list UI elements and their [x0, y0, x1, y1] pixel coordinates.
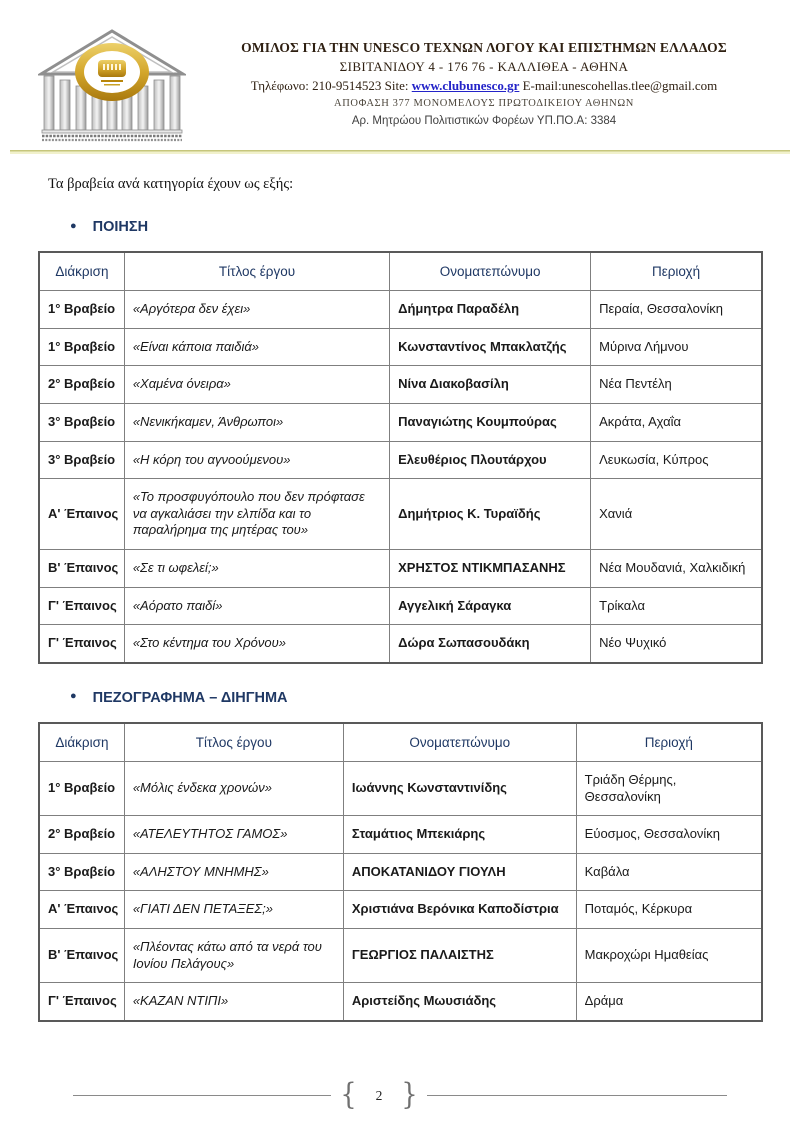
cell-full-name: Ιωάννης Κωνσταντινίδης — [343, 761, 576, 815]
cell-work-title: «Αργότερα δεν έχει» — [124, 291, 389, 329]
footer-rule-right — [427, 1095, 727, 1096]
table-row — [39, 625, 762, 663]
table-row — [39, 328, 762, 366]
bullet-icon: ● — [70, 219, 77, 232]
cell-distinction: 1° Βραβείο — [39, 761, 124, 815]
cell-distinction: Α' Έπαινος — [39, 479, 124, 550]
cell-region: Νέα Μουδανιά, Χαλκιδική — [591, 550, 762, 588]
cell-work-title: «Είναι κάποια παιδιά» — [124, 328, 389, 366]
cell-work-title: «Νενικήκαμεν, Άνθρωποι» — [124, 403, 389, 441]
table-row — [39, 403, 762, 441]
letterhead-text — [200, 28, 768, 130]
intro-text: Τα βραβεία ανά κατηγορία έχουν ως εξής: — [48, 176, 294, 192]
cell-distinction: Α' Έπαινος — [39, 891, 124, 929]
awards-table — [38, 251, 763, 664]
cell-region: Μύρινα Λήμνου — [591, 328, 762, 366]
cell-distinction: Β' Έπαινος — [39, 929, 124, 983]
website-link[interactable]: www.clubunesco.gr — [411, 78, 520, 94]
column-header: Τίτλος έργου — [124, 252, 389, 291]
table-row — [39, 929, 762, 983]
table-row — [39, 291, 762, 329]
court-decision-line: ΑΠΟΦΑΣΗ 377 ΜΟΝΟΜΕΛΟΥΣ ΠΡΩΤΟΔΙΚΕΙΟΥ ΑΘΗΝΩΝ — [334, 97, 634, 109]
awards-table — [38, 722, 763, 1022]
cell-work-title: «Η κόρη του αγνοούμενου» — [124, 441, 389, 479]
cell-distinction: 2° Βραβείο — [39, 816, 124, 854]
cell-distinction: 1° Βραβείο — [39, 328, 124, 366]
award-sections — [38, 219, 763, 1022]
registry-number-line: Αρ. Μητρώου Πολιτιστικών Φορέων ΥΠ.ΠΟ.Α: 3384 — [351, 114, 617, 127]
section-title: ΠΟΙΗΣΗ — [92, 219, 149, 235]
unesco-club-logo — [38, 28, 186, 142]
cell-full-name: Αριστείδης Μωυσιάδης — [343, 983, 576, 1021]
cell-region: Τριάδη Θέρμης, Θεσσαλονίκη — [576, 761, 762, 815]
cell-distinction: 3° Βραβείο — [39, 441, 124, 479]
page-number: 2 — [375, 1088, 383, 1103]
cell-region: Νέα Πεντέλη — [591, 366, 762, 404]
phone-site-label: Τηλέφωνο: 210-9514523 Site: — [250, 78, 412, 94]
table-row — [39, 853, 762, 891]
cell-full-name: Παναγιώτης Κουμπούρας — [390, 403, 591, 441]
column-header: Περιοχή — [576, 723, 762, 762]
cell-work-title: «Μόλις ένδεκα χρονών» — [124, 761, 343, 815]
cell-work-title: «ΑΛΗΣΤΟΥ ΜΝΗΜΗΣ» — [124, 853, 343, 891]
cell-region: Λευκωσία, Κύπρος — [591, 441, 762, 479]
cell-full-name: Αγγελική Σάραγκα — [390, 587, 591, 625]
cell-work-title: «ΑΤΕΛΕΥΤΗΤΟΣ ΓΑΜΟΣ» — [124, 816, 343, 854]
section-heading — [70, 219, 763, 235]
table-row — [39, 441, 762, 479]
organization-name: ΟΜΙΛΟΣ ΓΙΑ ΤΗΝ UNESCO ΤΕΧΝΩΝ ΛΟΓΟΥ ΚΑΙ ΕΠΙΣΤΗΜΩΝ ΕΛΛΑΔΟΣ — [241, 40, 727, 55]
cell-distinction: Γ' Έπαινος — [39, 983, 124, 1021]
page-footer: { 2 } — [0, 1087, 800, 1103]
cell-distinction: 1° Βραβείο — [39, 291, 124, 329]
cell-work-title: «Στο κέντημα του Χρόνου» — [124, 625, 389, 663]
organization-address: ΣΙΒΙΤΑΝΙΔΟΥ 4 - 176 76 - ΚΑΛΛΙΘΕΑ - ΑΘΗΝΑ — [339, 58, 629, 74]
cell-distinction: Β' Έπαινος — [39, 550, 124, 588]
table-row — [39, 366, 762, 404]
header-row — [39, 723, 762, 762]
header-divider — [10, 150, 790, 154]
column-header: Διάκριση — [39, 723, 124, 762]
cell-distinction: Γ' Έπαινος — [39, 587, 124, 625]
cell-work-title: «ΚΑΖΑΝ ΝΤΙΠΙ» — [124, 983, 343, 1021]
cell-region: Ποταμός, Κέρκυρα — [576, 891, 762, 929]
table-row — [39, 891, 762, 929]
cell-full-name: ΑΠΟΚΑΤΑΝΙΔΟΥ ΓΙΟΥΛΗ — [343, 853, 576, 891]
table-row — [39, 479, 762, 550]
cell-full-name: Σταμάτιος Μπεκιάρης — [343, 816, 576, 854]
cell-work-title: «Πλέοντας κάτω από τα νερά του Ιονίου Πελάγους» — [124, 929, 343, 983]
cell-region: Νέο Ψυχικό — [591, 625, 762, 663]
cell-region: Εύοσμος, Θεσσαλονίκη — [576, 816, 762, 854]
bullet-icon: ● — [70, 690, 77, 703]
table-row — [39, 550, 762, 588]
column-header: Ονοματεπώνυμο — [343, 723, 576, 762]
cell-region: Περαία, Θεσσαλονίκη — [591, 291, 762, 329]
cell-distinction: 3° Βραβείο — [39, 403, 124, 441]
cell-distinction: 3° Βραβείο — [39, 853, 124, 891]
cell-full-name: Νίνα Διακοβασίλη — [390, 366, 591, 404]
cell-full-name: Δώρα Σωπασουδάκη — [390, 625, 591, 663]
table-row — [39, 983, 762, 1021]
cell-full-name: ΓΕΩΡΓΙΟΣ ΠΑΛΑΙΣΤΗΣ — [343, 929, 576, 983]
column-header: Τίτλος έργου — [124, 723, 343, 762]
cell-region: Τρίκαλα — [591, 587, 762, 625]
cell-full-name: ΧΡΗΣΤΟΣ ΝΤΙΚΜΠΑΣΑΝΗΣ — [390, 550, 591, 588]
cell-full-name: Ελευθέριος Πλουτάρχου — [390, 441, 591, 479]
letterhead — [38, 28, 763, 142]
awards-section — [38, 219, 763, 664]
cell-work-title: «Χαμένα όνειρα» — [124, 366, 389, 404]
cell-full-name: Κωνσταντίνος Μπακλατζής — [390, 328, 591, 366]
awards-section — [38, 690, 763, 1022]
cell-work-title: «Αόρατο παιδί» — [124, 587, 389, 625]
cell-full-name: Δήμητρα Παραδέλη — [390, 291, 591, 329]
section-title: ΠΕΖΟΓΡΑΦΗΜΑ – ΔΙΗΓΗΜΑ — [92, 689, 288, 706]
cell-full-name: Χριστιάνα Βερόνικα Καποδίστρια — [343, 891, 576, 929]
table-row — [39, 816, 762, 854]
cell-distinction: Γ' Έπαινος — [39, 625, 124, 663]
cell-distinction: 2° Βραβείο — [39, 366, 124, 404]
column-header: Ονοματεπώνυμο — [390, 252, 591, 291]
table-row — [39, 587, 762, 625]
cell-region: Μακροχώρι Ημαθείας — [576, 929, 762, 983]
cell-region: Χανιά — [591, 479, 762, 550]
header-row — [39, 252, 762, 291]
email-label: E-mail:unescohellas.tlee@gmail.com — [519, 78, 718, 94]
organization-contact — [200, 76, 768, 96]
column-header: Διάκριση — [39, 252, 124, 291]
column-header: Περιοχή — [591, 252, 762, 291]
cell-full-name: Δημήτριος Κ. Τυραϊδής — [390, 479, 591, 550]
cell-work-title: «ΓΙΑΤΙ ΔΕΝ ΠΕΤΑΞΕΣ;» — [124, 891, 343, 929]
footer-rule-left — [73, 1095, 331, 1096]
cell-work-title: «Σε τι ωφελεί;» — [124, 550, 389, 588]
cell-region: Ακράτα, Αχαΐα — [591, 403, 762, 441]
cell-work-title: «Το προσφυγόπουλο που δεν πρόφτασε να αγκαλιάσει την ελπίδα και το παραλήρημα της μητέρας του» — [124, 479, 389, 550]
section-heading — [70, 690, 763, 706]
cell-region: Καβάλα — [576, 853, 762, 891]
table-row — [39, 761, 762, 815]
cell-region: Δράμα — [576, 983, 762, 1021]
